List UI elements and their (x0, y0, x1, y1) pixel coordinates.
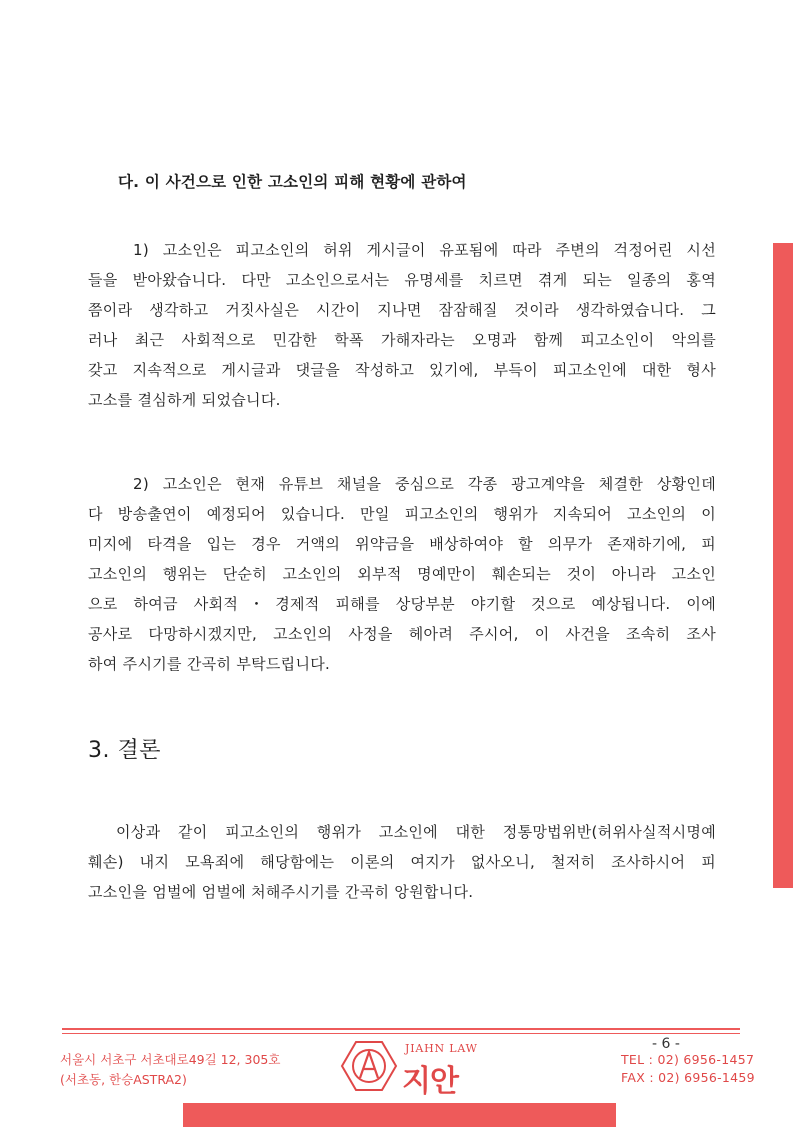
footer-divider (62, 1028, 740, 1030)
side-accent-bar (773, 243, 793, 888)
paragraph-damage-2 (88, 469, 716, 679)
firm-logo-emblem-icon (338, 1038, 400, 1100)
logo-korean-name: 지안 (402, 1064, 458, 1099)
text-line: 들을 받아왔습니다. 다만 고소인으로서는 유명세를 치르면 겪게 되는 일종의 홍역 (88, 271, 716, 289)
text-line: 하여 주시기를 간곡히 부탁드립니다. (88, 655, 331, 673)
text-line: 미지에 타격을 입는 경우 거액의 위약금을 배상하여야 할 의무가 존재하기에, 피 (88, 535, 716, 553)
text-line: 갖고 지속적으로 게시글과 댓글을 작성하고 있기에, 부득이 피고소인에 대한 형사 (88, 361, 716, 379)
bottom-accent-bar (183, 1103, 616, 1127)
text-line: 고소인의 행위는 단순히 고소인의 외부적 명예만이 훼손되는 것이 아니라 고소인 (88, 565, 716, 583)
text-line: 쯤이라 생각하고 거짓사실은 시간이 지나면 잠잠해질 것이라 생각하였습니다. 그 (88, 301, 716, 319)
paragraph-conclusion (88, 817, 716, 907)
page-number: - 6 - (652, 1036, 680, 1052)
paragraph-damage-1 (88, 235, 716, 415)
text-line: 이상과 같이 피고소인의 행위가 고소인에 대한 정통망법위반(허위사실적시명예 (116, 823, 716, 841)
footer-fax: FAX : 02) 6956-1459 (621, 1070, 755, 1085)
text-line: 으로 하여금 사회적・경제적 피해를 상당부분 야기할 것으로 예상됩니다. 이에 (88, 595, 716, 613)
text-line: 1) 고소인은 피고소인의 허위 게시글이 유포됨에 따라 주변의 걱정어린 시선 (133, 241, 716, 259)
subheading-damage-status: 다. 이 사건으로 인한 고소인의 피해 현황에 관하여 (118, 173, 467, 191)
section-title-conclusion: 3. 결론 (88, 738, 161, 763)
footer-address-line2: (서초동, 한승ASTRA2) (60, 1072, 187, 1087)
footer-address-line1: 서울시 서초구 서초대로49길 12, 305호 (60, 1052, 281, 1067)
logo-english-name: JIAHN LAW (405, 1042, 478, 1055)
footer-telephone: TEL : 02) 6956-1457 (621, 1052, 755, 1067)
text-line: 훼손) 내지 모욕죄에 해당함에는 이론의 여지가 없사오니, 철저히 조사하시어 피 (88, 853, 716, 871)
text-line: 공사로 다망하시겠지만, 고소인의 사정을 헤아려 주시어, 이 사건을 조속히 조사 (88, 625, 716, 643)
firm-logo (338, 1038, 478, 1098)
text-line: 고소를 결심하게 되었습니다. (88, 391, 281, 409)
footer-divider-thin (62, 1033, 740, 1034)
text-line: 고소인을 엄벌에 엄벌에 처해주시기를 간곡히 앙원합니다. (88, 883, 474, 901)
text-line: 러나 최근 사회적으로 민감한 학폭 가해자라는 오명과 함께 피고소인이 악의를 (88, 331, 716, 349)
text-line: 2) 고소인은 현재 유튜브 채널을 중심으로 각종 광고계약을 체결한 상황인데 (133, 475, 716, 493)
text-line: 다 방송출연이 예정되어 있습니다. 만일 피고소인의 행위가 지속되어 고소인의 이 (88, 505, 716, 523)
